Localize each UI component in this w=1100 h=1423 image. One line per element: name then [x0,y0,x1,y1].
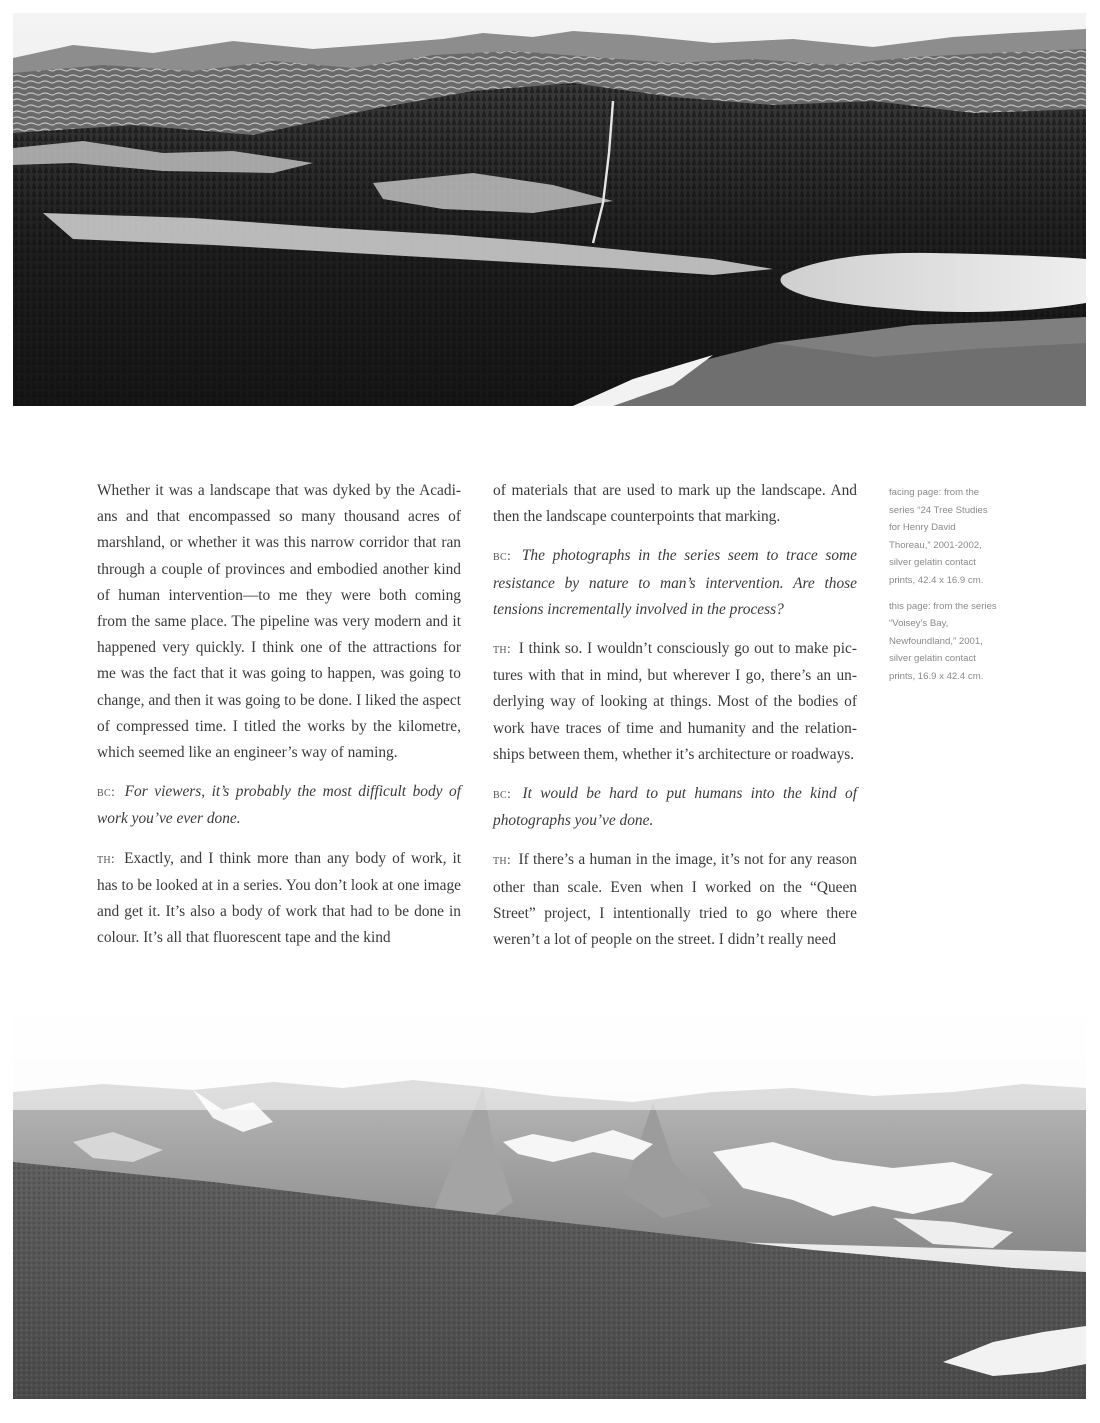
speaker-label: th: [97,851,116,867]
right-question-2 [493,781,857,834]
speaker-label: bc: [493,787,512,803]
right-paragraph-1: of materials that are used to mark up the landscape. And then the landscape counterpoints that marking. [493,482,857,526]
caption-this-page: this page: from the series “Voisey’s Bay, Newfoundland,” 2001, silver gelatin contact prints, 16.9 x 42.4 cm. [889,600,997,682]
question-text: For viewers, it’s probably the most difficult body of work you’ve ever done. [97,783,461,828]
speaker-label: th: [493,642,512,658]
answer-text: Exactly, and I think more than any body of work, it has to be looked at in a series. You don’t look at one image and get it. It’s also a body of work that had to be done in colour. It’s all that fluorescent tape and the kind [97,849,461,947]
speaker-label: th: [493,853,512,869]
speaker-label: bc: [97,785,116,801]
left-paragraph-1: Whether it was a landscape that was dyked by the Acadians and that encompassed so many thousand acres of marshland, or whether it was this narrow corridor that ran through a couple of provinces and embodied another kind of human intervention—to me they were both coming from the same place. The pipeline was very modern and it happened very quickly. I think one of the attractions for me was the fact that it was going to happen, was going to change, and then it was going to be done. I liked the aspect of compressed time. I titled the works by the kilometre, which seemed like an engineer’s way of naming. [97,482,461,762]
question-text: It would be hard to put humans into the kind of photographs you’ve done. [493,785,857,830]
right-question-1 [493,543,857,623]
answer-text: I think so. I wouldn’t consciously go out to make pictures with that in mind, but wherever I go, there’s an underlying way of looking at things. Most of the bodies of work have traces of time and humanity and the relationships between them, whether it’s architecture or roadways. [493,640,857,763]
top-landscape-photo [13,13,1086,406]
right-text-column [493,478,857,966]
answer-text: If there’s a human in the image, it’s not for any reason other than scale. Even when I worked on the “Queen Street” project, I intentionally tried to go where there weren’t a lot of people on the street. I didn’t really need [493,851,857,949]
mountain-fog-image [13,992,1086,1399]
left-answer-1 [97,846,461,952]
speaker-label: bc: [493,549,512,565]
right-answer-2 [493,847,857,953]
forest-lake-image [13,13,1086,406]
caption-facing-page: facing page: from the series “24 Tree Studies for Henry David Thoreau,” 2001-2002, silver gelatin contact prints, 42.4 x 16.9 cm. [889,487,988,586]
right-answer-1 [493,636,857,768]
left-text-column [97,478,461,964]
question-text: The photographs in the series seem to trace some resistance by nature to man’s intervention. Are those tensions incrementally involved in the process? [493,547,857,618]
photo-captions [889,484,999,694]
bottom-landscape-photo [13,992,1086,1399]
left-question-1 [97,779,461,832]
